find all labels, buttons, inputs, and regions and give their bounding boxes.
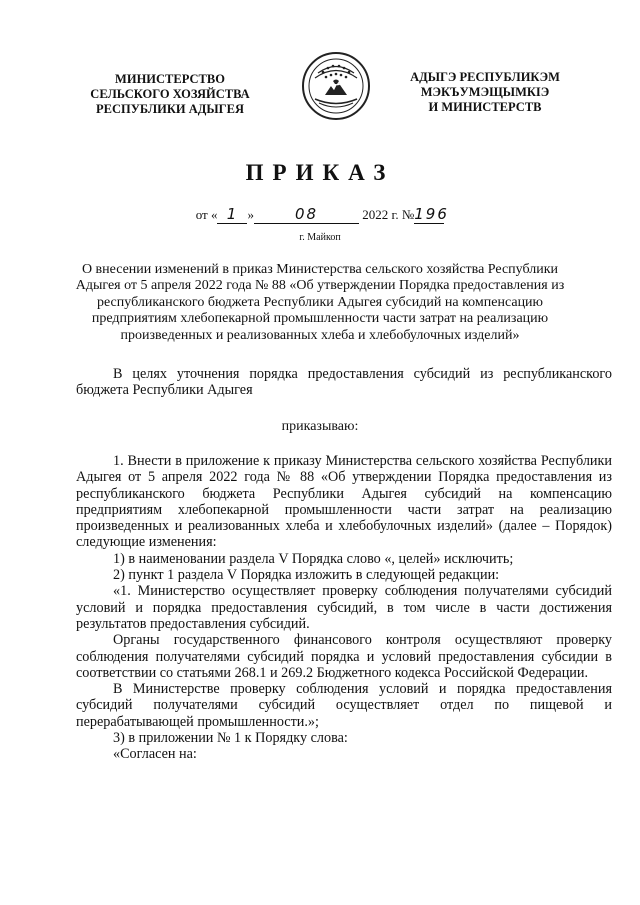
paragraph: В Министерстве проверку соблюдения условий и порядка предоставления субсидий получателями субсидий осуществляет отдел по пищевой и перерабатывающей промышленности.»; [76, 681, 612, 730]
date-year: 2022 г. [362, 207, 399, 222]
date-separator: » [247, 207, 254, 222]
header-left-line: СЕЛЬСКОГО ХОЗЯЙСТВА [90, 87, 250, 101]
date-month: 08 [254, 205, 359, 224]
header-left-line: МИНИСТЕРСТВО [115, 72, 225, 86]
subject-heading: О внесении изменений в приказ Министерства сельского хозяйства Республики Адыгея от 5 апреля 2022 года № 88 «Об утверждении Порядка предоставления из республиканского бюджета Республики Адыгея субсидий на компенсацию предприятиям хлебопекарной промышленности части затрат на реализацию произведенных и реализованных хлеба и хлебобулочных изделий» [75, 262, 565, 343]
date-line [0, 205, 640, 224]
paragraph: 1) в наименовании раздела V Порядка слово «, целей» исключить; [113, 550, 514, 567]
paragraph: 3) в приложении № 1 к Порядку слова: [113, 730, 348, 747]
header-right-line: И МИНИСТЕРСТВ [428, 100, 542, 114]
order-number: 196 [414, 205, 449, 223]
paragraph: 2) пункт 1 раздела V Порядка изложить в следующей редакции: [113, 567, 500, 584]
ministry-name-russian [70, 72, 270, 117]
preamble: В целях уточнения порядка предоставления субсидий из республиканского бюджета Республики Адыгея [76, 366, 612, 399]
order-word: приказываю: [281, 419, 359, 434]
date-day: 1 [217, 205, 247, 224]
city-name: г. Майкоп [299, 232, 341, 243]
number-label: № [401, 207, 415, 222]
header-right-line: МЭКЪУМЭЩЫМКIЭ [420, 85, 550, 99]
paragraph: «Согласен на: [113, 746, 197, 763]
date-prefix: от « [195, 207, 218, 222]
paragraph: «1. Министерство осуществляет проверку соблюдения получателями субсидий условий и порядка предоставления субсидий, в том числе в части достижения результатов предоставления субсидий. [76, 583, 612, 632]
republic-emblem-icon [301, 51, 371, 121]
ministry-name-adyghe [385, 70, 585, 115]
paragraph: 1. Внести в приложение к приказу Министерства сельского хозяйства Республики Адыгея от 5 апреля 2022 года № 88 «Об утверждении Порядка предоставления из республиканского бюджета Республики Адыгея субсидий на компенсацию предприятиям хлебопекарной промышленности части затрат на реализацию произведенных и реализованных хлеба и хлебобулочных изделий» (далее – Порядок) следующие изменения: [76, 453, 612, 551]
document-title: ПРИКАЗ [245, 160, 395, 185]
header-right-line: АДЫГЭ РЕСПУБЛИКЭМ [410, 70, 560, 84]
paragraph: Органы государственного финансового контроля осуществляют проверку соблюдения получателями субсидий порядка и условий предоставления субсидии в соответствии со статьями 268.1 и 269.2 Бюджетного кодекса Российской Федерации. [76, 632, 612, 681]
document-body [76, 453, 612, 763]
header-left-line: РЕСПУБЛИКИ АДЫГЕЯ [95, 102, 245, 116]
